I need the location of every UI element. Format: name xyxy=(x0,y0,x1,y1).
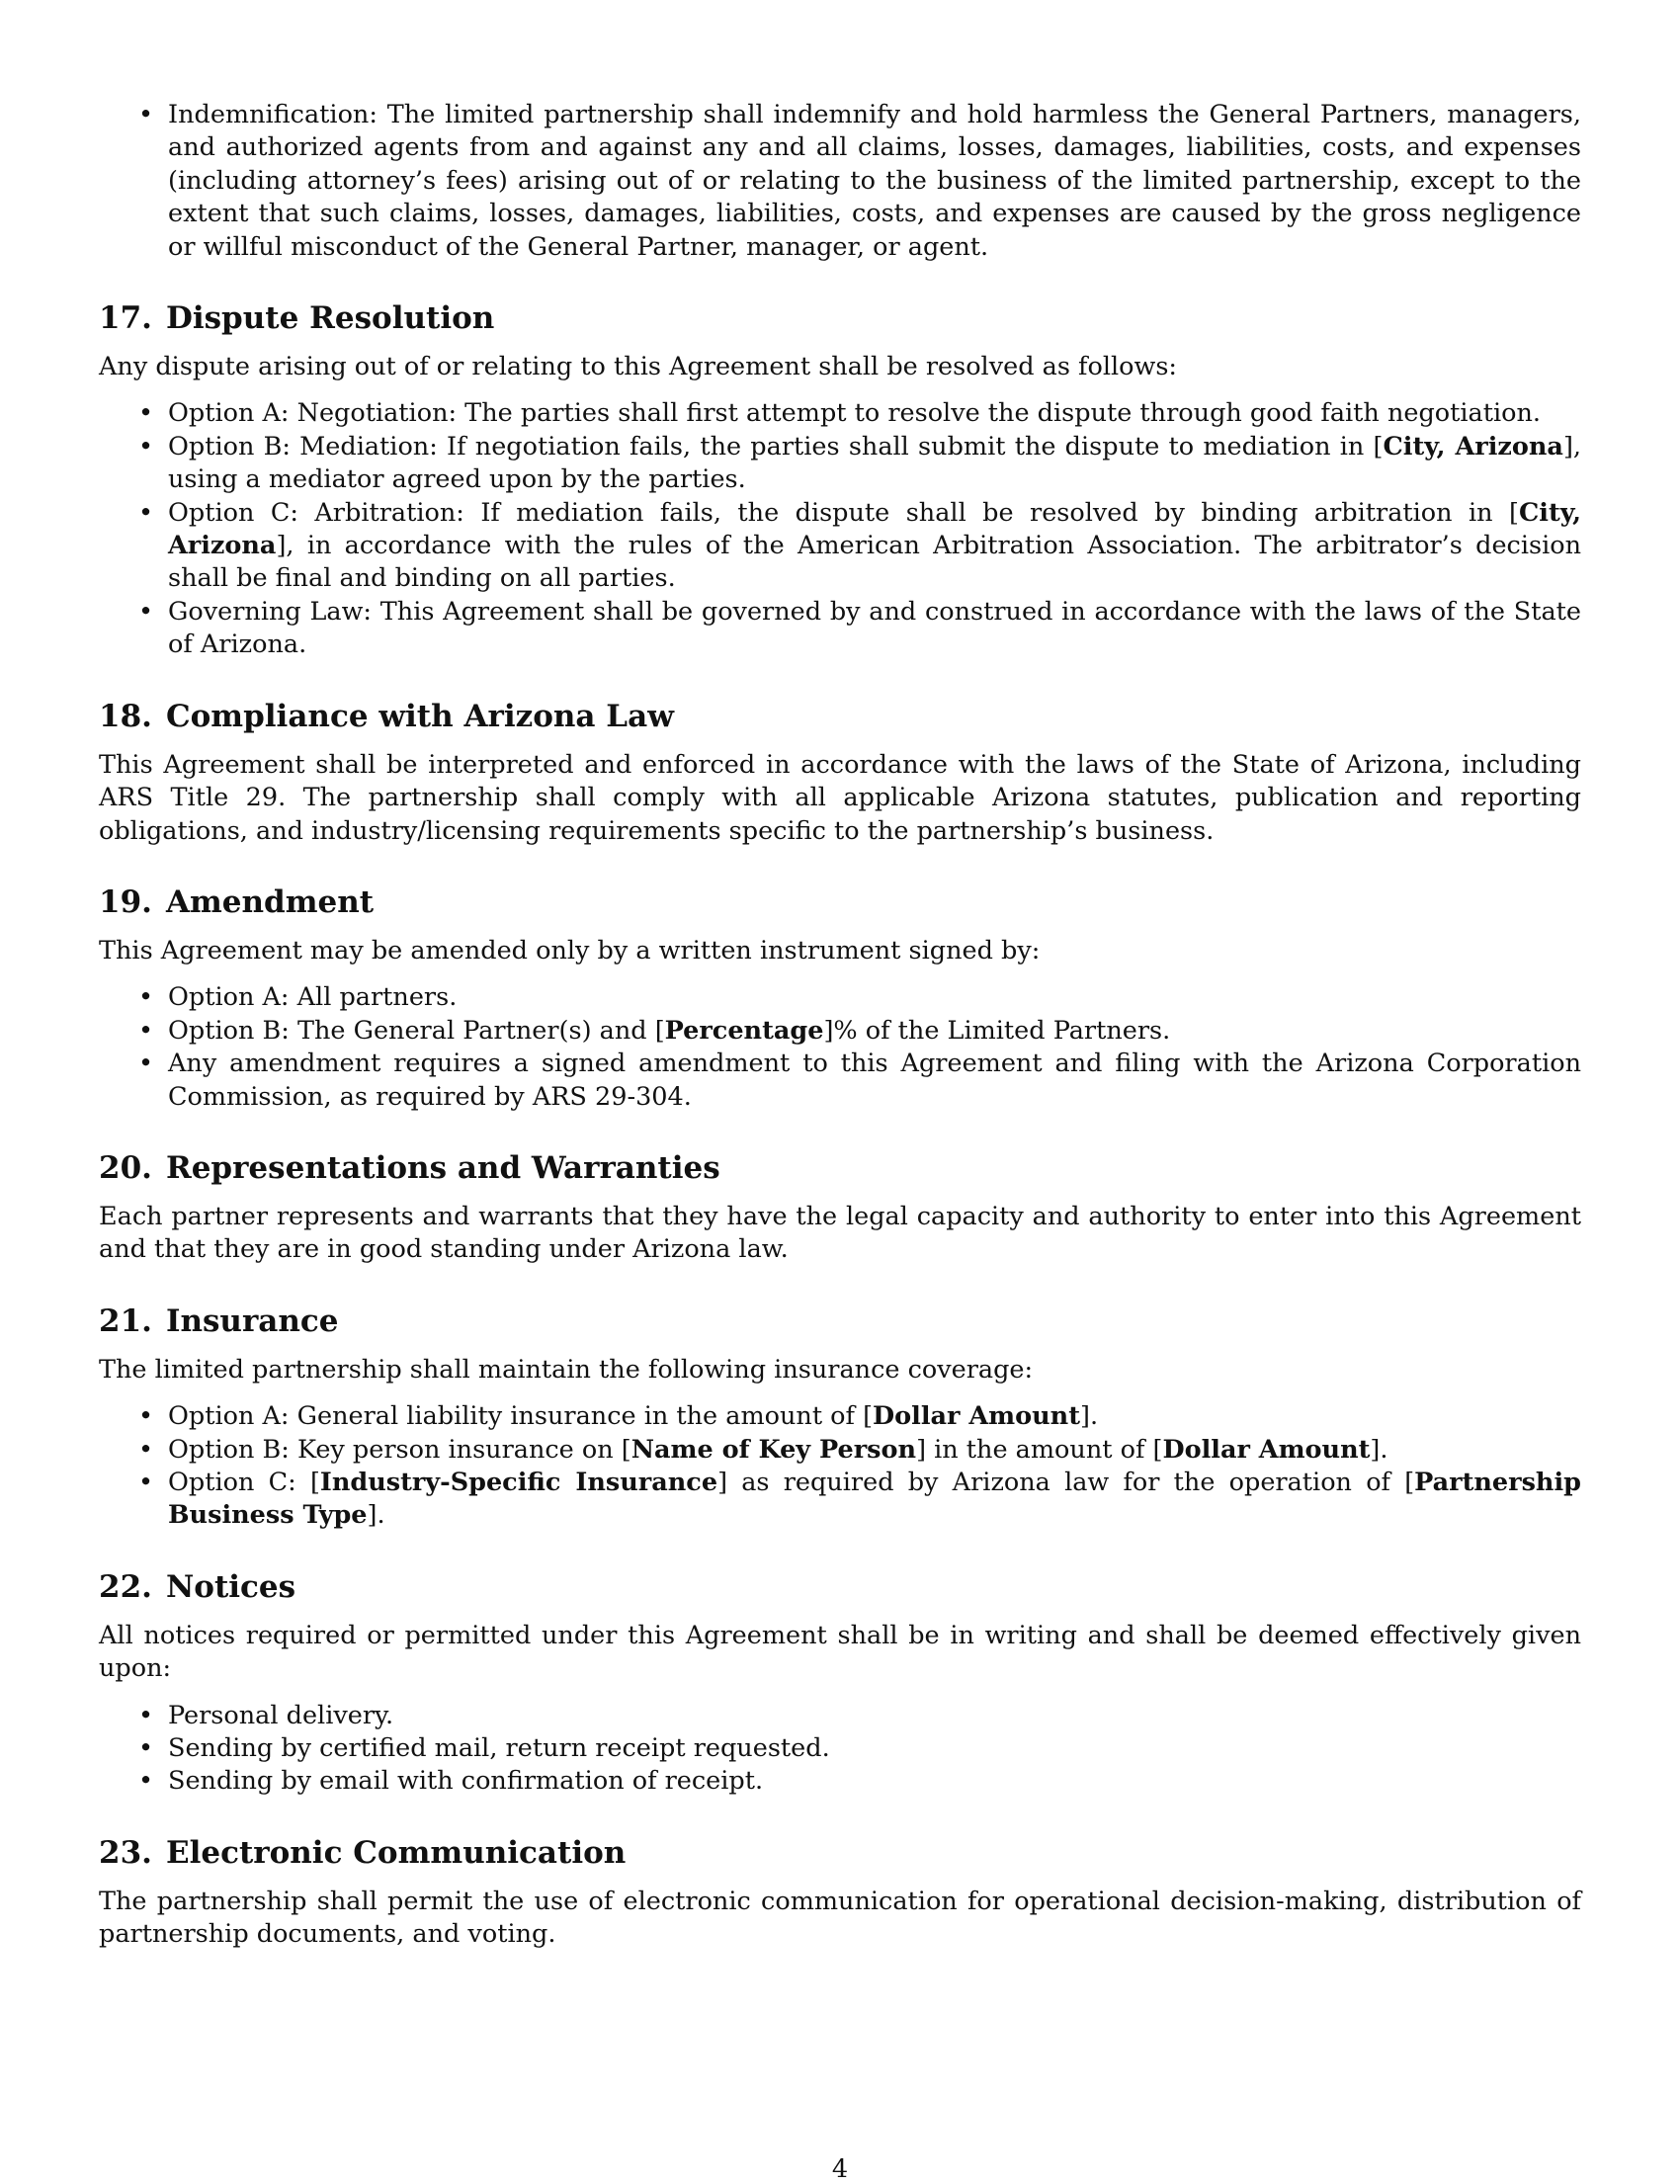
section-title: Notices xyxy=(165,1568,296,1605)
electronic-communication-body: The partnership shall permit the use of electronic communication for operational decision-making, distribution of partnership documents, and voting. xyxy=(99,1886,1581,1950)
insurance-option-a-text-end: ]. xyxy=(1080,1401,1099,1432)
section-heading-insurance xyxy=(99,1302,1581,1340)
section-number: 22. xyxy=(99,1568,152,1605)
insurance-option-b-text: Option B: Key person insurance on [ xyxy=(168,1434,631,1465)
amendment-option-a: Option A: All partners. xyxy=(168,982,458,1013)
section-title: Dispute Resolution xyxy=(165,300,495,337)
section-title: Insurance xyxy=(165,1302,339,1339)
list-item xyxy=(99,1015,1581,1048)
placeholder-dollar-amount: Dollar Amount xyxy=(1162,1434,1371,1465)
insurance-option-c-text: Option C: [ xyxy=(168,1467,320,1497)
page-number: 4 xyxy=(831,2154,849,2184)
insurance-intro: The limited partnership shall maintain the following insurance coverage: xyxy=(99,1354,1034,1385)
dispute-option-c-text-end: ], in accordance with the rules of the American Arbitration Association. The arbitrator’s decision shall be final and binding on all parties. xyxy=(168,531,1581,594)
section-number: 19. xyxy=(99,883,152,920)
amendment-intro: This Agreement may be amended only by a written instrument signed by: xyxy=(99,935,1041,966)
list-item xyxy=(99,1732,1581,1765)
indemnification-item xyxy=(99,99,1581,264)
indemnification-list xyxy=(99,99,1581,264)
dispute-option-c-text: Option C: Arbitration: If mediation fails, the dispute shall be resolved by binding arbitration in [ xyxy=(168,497,1519,528)
section-title: Amendment xyxy=(165,883,375,920)
section-number: 20. xyxy=(99,1149,152,1186)
section-number: 17. xyxy=(99,300,152,337)
placeholder-percentage: Percentage xyxy=(664,1015,824,1046)
document-page xyxy=(99,99,1581,1952)
dispute-option-a: Option A: Negotiation: The parties shall first attempt to resolve the dispute through good faith negotiation. xyxy=(168,398,1542,429)
section-title: Compliance with Arizona Law xyxy=(165,698,674,734)
insurance-option-b-text-mid: ] in the amount of [ xyxy=(916,1434,1163,1465)
section-heading-notices xyxy=(99,1568,1581,1606)
insurance-option-b-text-end: ]. xyxy=(1370,1434,1388,1465)
dispute-option-b-text: Option B: Mediation: If negotiation fails, the parties shall submit the dispute to mediation in [ xyxy=(168,431,1384,462)
list-item xyxy=(99,1765,1581,1798)
section-heading-electronic-communication xyxy=(99,1834,1581,1872)
indemnification-text: Indemnification: The limited partnership shall indemnify and hold harmless the General Partners, managers, and authorized agents from and against any and all claims, losses, damages, liabilities, costs, and expenses (including attorney’s fees) arising out of or relating to the business of the limited partnership, except to the extent that such claims, losses, damages, liabilities, costs, and expenses are caused by the gross negligence or willful misconduct of the General Partner, manager, or agent. xyxy=(168,100,1581,262)
notice-method: Sending by email with confirmation of receipt. xyxy=(168,1766,764,1797)
insurance-option-c-text-mid: ] as required by Arizona law for the operation of [ xyxy=(717,1467,1415,1497)
amendment-option-b-text-end: of the Limited Partners. xyxy=(857,1015,1171,1046)
section-title: Representations and Warranties xyxy=(165,1149,720,1186)
list-item xyxy=(99,1467,1581,1533)
notices-intro: All notices required or permitted under this Agreement shall be in writing and shall be deemed effectively given upon: xyxy=(99,1620,1581,1684)
amendment-options-list xyxy=(99,981,1581,1114)
amendment-option-b-text: Option B: The General Partner(s) and [ xyxy=(168,1015,665,1046)
insurance-option-a-text: Option A: General liability insurance in the amount of [ xyxy=(168,1401,874,1432)
section-heading-amendment xyxy=(99,883,1581,921)
list-item xyxy=(99,596,1581,662)
section-heading-compliance xyxy=(99,698,1581,735)
amendment-filing: Any amendment requires a signed amendment to this Agreement and filing with the Arizona Corporation Commission, as required by ARS 29-304. xyxy=(168,1049,1581,1112)
list-item xyxy=(99,981,1581,1014)
section-number: 23. xyxy=(99,1834,152,1871)
placeholder-city: City, Arizona xyxy=(168,497,1581,561)
list-item xyxy=(99,497,1581,596)
section-heading-representations xyxy=(99,1149,1581,1187)
section-number: 21. xyxy=(99,1302,152,1339)
placeholder-city: City, Arizona xyxy=(1383,431,1563,462)
list-item xyxy=(99,1048,1581,1114)
insurance-option-c-text-end: ]. xyxy=(367,1500,385,1531)
placeholder-business-type: Partnership Business Type xyxy=(168,1467,1581,1531)
placeholder-dollar-amount: Dollar Amount xyxy=(873,1401,1080,1432)
placeholder-industry-insurance: Industry-Specific Insurance xyxy=(319,1467,718,1497)
placeholder-key-person: Name of Key Person xyxy=(630,1434,917,1465)
insurance-options-list xyxy=(99,1400,1581,1533)
list-item xyxy=(99,431,1581,497)
dispute-intro: Any dispute arising out of or relating to this Agreement shall be resolved as follows: xyxy=(99,352,1177,382)
notice-method: Sending by certified mail, return receipt requested. xyxy=(168,1733,830,1763)
list-item xyxy=(99,397,1581,430)
percentage-bracket: ]% xyxy=(823,1015,858,1046)
governing-law: Governing Law: This Agreement shall be governed by and construed in accordance with the laws of the State of Arizona. xyxy=(168,596,1581,660)
notices-list xyxy=(99,1700,1581,1799)
dispute-option-b-text-end: ], using a mediator agreed upon by the parties. xyxy=(168,431,1581,495)
section-title: Electronic Communication xyxy=(165,1834,627,1871)
notice-method: Personal delivery. xyxy=(168,1700,394,1730)
list-item xyxy=(99,1700,1581,1732)
compliance-body: This Agreement shall be interpreted and enforced in accordance with the laws of the State of Arizona, including ARS Title 29. The partnership shall comply with all applicable Arizona statutes, publication and reporting obligations, and industry/licensing requirements specific to the partnership’s business. xyxy=(99,749,1581,846)
list-item xyxy=(99,1400,1581,1433)
section-heading-dispute-resolution xyxy=(99,299,1581,337)
list-item xyxy=(99,1434,1581,1467)
representations-body: Each partner represents and warrants that they have the legal capacity and authority to enter into this Agreement and that they are in good standing under Arizona law. xyxy=(99,1201,1581,1265)
dispute-options-list xyxy=(99,397,1581,661)
section-number: 18. xyxy=(99,698,152,734)
